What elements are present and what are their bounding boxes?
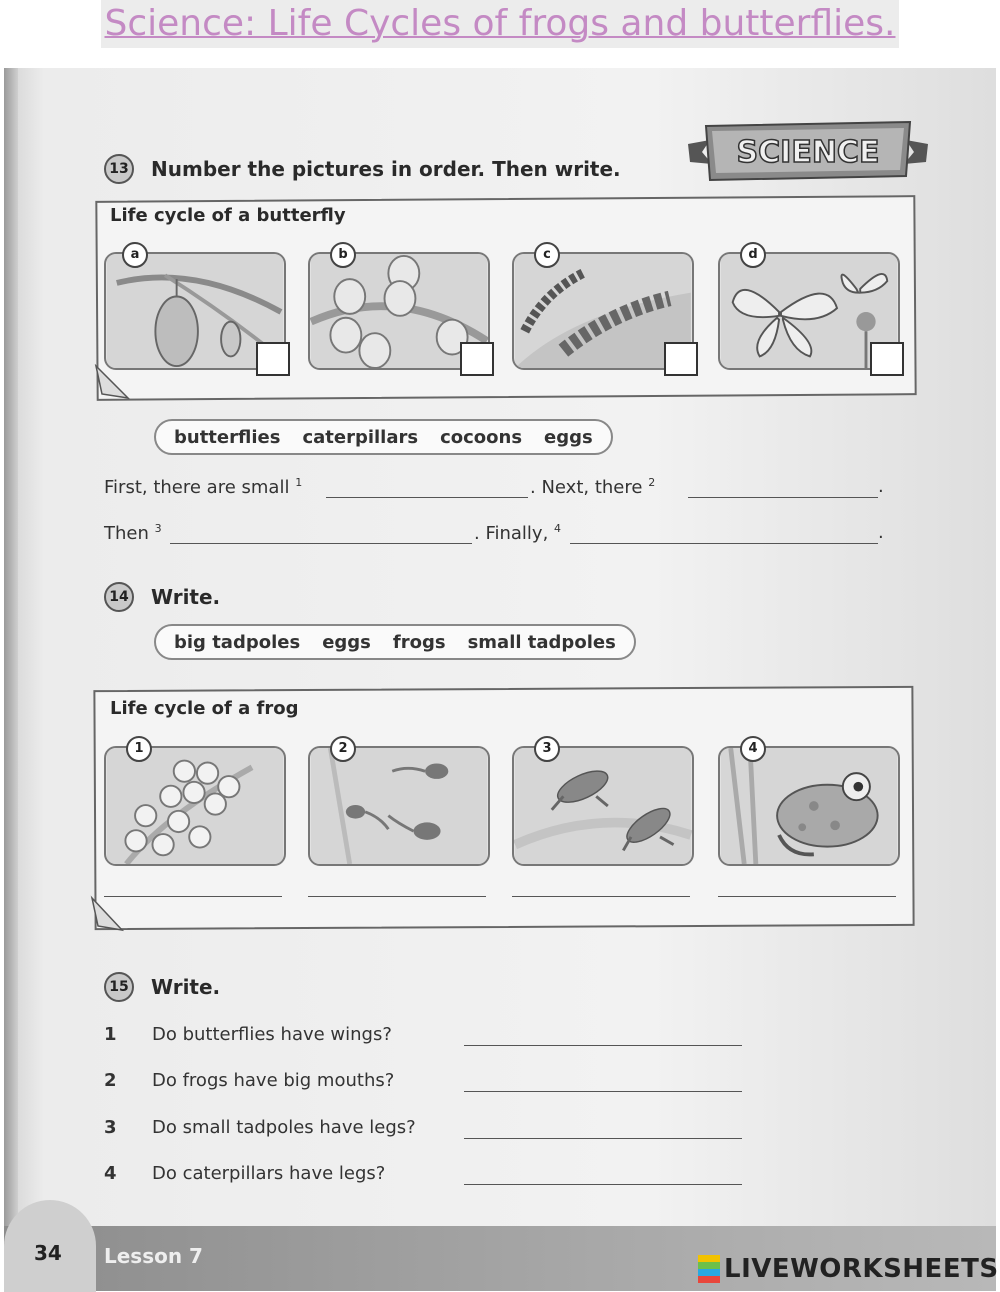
question-4-text: Do caterpillars have legs? bbox=[152, 1163, 386, 1184]
exercise-14-number: 14 bbox=[104, 582, 134, 612]
sentence-2-finally-text: . Finally, bbox=[474, 523, 549, 544]
picture-d-order-box[interactable] bbox=[870, 342, 904, 376]
question-3-number: 3 bbox=[104, 1117, 117, 1138]
frog-panel-title: Life cycle of a frog bbox=[110, 698, 299, 719]
liveworksheets-brand: LIVEWORKSHEETS bbox=[724, 1254, 999, 1284]
blank-1-marker: 1 bbox=[295, 476, 303, 489]
blank-3-marker: 3 bbox=[154, 522, 162, 535]
word-bank-13-item: cocoons bbox=[440, 426, 523, 448]
sentence-2-text: Then bbox=[104, 523, 149, 544]
question-2-answer[interactable] bbox=[464, 1091, 742, 1092]
word-bank-13-item: butterflies bbox=[174, 426, 281, 448]
sentence-1-middle bbox=[530, 476, 655, 498]
word-bank-13-item: caterpillars bbox=[302, 426, 419, 448]
sentence-1-text: First, there are small bbox=[104, 477, 290, 498]
answer-blank-4[interactable] bbox=[570, 543, 878, 544]
word-bank-14-item: eggs bbox=[322, 631, 371, 653]
picture-d-letter: d bbox=[740, 242, 766, 268]
sentence-1-end: . bbox=[878, 476, 884, 497]
question-2-text: Do frogs have big mouths? bbox=[152, 1070, 395, 1091]
question-1-answer[interactable] bbox=[464, 1045, 742, 1046]
worksheet-title-banner bbox=[0, 0, 1000, 50]
question-4-number: 4 bbox=[104, 1163, 117, 1184]
page-number: 34 bbox=[34, 1241, 62, 1265]
answer-blank-1[interactable] bbox=[326, 497, 528, 498]
picture-c-letter: c bbox=[534, 242, 560, 268]
frog-picture-4-number: 4 bbox=[740, 736, 766, 762]
sentence-1-start bbox=[104, 476, 302, 498]
butterfly-panel-title: Life cycle of a butterfly bbox=[110, 205, 346, 226]
frog-picture-1-eggs bbox=[104, 746, 286, 866]
picture-a-order-box[interactable] bbox=[256, 342, 290, 376]
picture-b-order-box[interactable] bbox=[460, 342, 494, 376]
frog-answer-blank-4[interactable] bbox=[718, 896, 896, 897]
word-bank-14-item: frogs bbox=[392, 631, 446, 653]
frog-answer-blank-1[interactable] bbox=[104, 896, 282, 897]
question-1-text: Do butterflies have wings? bbox=[152, 1024, 392, 1045]
question-3-text: Do small tadpoles have legs? bbox=[152, 1117, 416, 1138]
word-bank-14 bbox=[154, 624, 636, 660]
blank-4-marker: 4 bbox=[554, 522, 562, 535]
exercise-13-instruction: Number the pictures in order. Then write. bbox=[151, 157, 621, 181]
exercise-13-number: 13 bbox=[104, 154, 134, 184]
word-bank-14-item: small tadpoles bbox=[467, 631, 616, 653]
picture-a-letter: a bbox=[122, 242, 148, 268]
sentence-1-next-text: . Next, there bbox=[530, 477, 643, 498]
liveworksheets-logo-icon bbox=[698, 1255, 720, 1283]
liveworksheets-logo bbox=[698, 1254, 999, 1284]
sentence-2-end: . bbox=[878, 522, 884, 543]
frog-picture-2-number: 2 bbox=[330, 736, 356, 762]
word-bank-14-item: big tadpoles bbox=[174, 631, 301, 653]
frog-answer-blank-3[interactable] bbox=[512, 896, 690, 897]
frog-answer-blank-2[interactable] bbox=[308, 896, 486, 897]
answer-blank-3[interactable] bbox=[170, 543, 472, 544]
frog-picture-2-small-tadpoles bbox=[308, 746, 490, 866]
frog-picture-4-frog bbox=[718, 746, 900, 866]
picture-c-order-box[interactable] bbox=[664, 342, 698, 376]
frog-picture-1-number: 1 bbox=[126, 736, 152, 762]
exercise-15-instruction: Write. bbox=[151, 975, 221, 999]
blank-2-marker: 2 bbox=[648, 476, 656, 489]
picture-b-letter: b bbox=[330, 242, 356, 268]
exercise-14-instruction: Write. bbox=[151, 585, 221, 609]
page-spine bbox=[4, 68, 18, 1291]
word-bank-13-item: eggs bbox=[544, 426, 593, 448]
question-4-answer[interactable] bbox=[464, 1184, 742, 1185]
question-3-answer[interactable] bbox=[464, 1138, 742, 1139]
answer-blank-2[interactable] bbox=[688, 497, 878, 498]
frog-picture-3-big-tadpoles bbox=[512, 746, 694, 866]
frog-panel-curl bbox=[88, 894, 128, 934]
question-2-number: 2 bbox=[104, 1070, 117, 1091]
question-1-number: 1 bbox=[104, 1024, 117, 1045]
science-badge bbox=[688, 118, 928, 184]
sentence-2-start bbox=[104, 522, 162, 544]
science-badge-text: SCIENCE bbox=[736, 135, 880, 170]
frog-picture-3-number: 3 bbox=[534, 736, 560, 762]
exercise-15-number: 15 bbox=[104, 972, 134, 1002]
worksheet-title: Science: Life Cycles of frogs and butterflies. bbox=[101, 0, 900, 48]
lesson-label: Lesson 7 bbox=[104, 1244, 203, 1268]
word-bank-13 bbox=[154, 419, 613, 455]
sentence-2-middle bbox=[474, 522, 561, 544]
